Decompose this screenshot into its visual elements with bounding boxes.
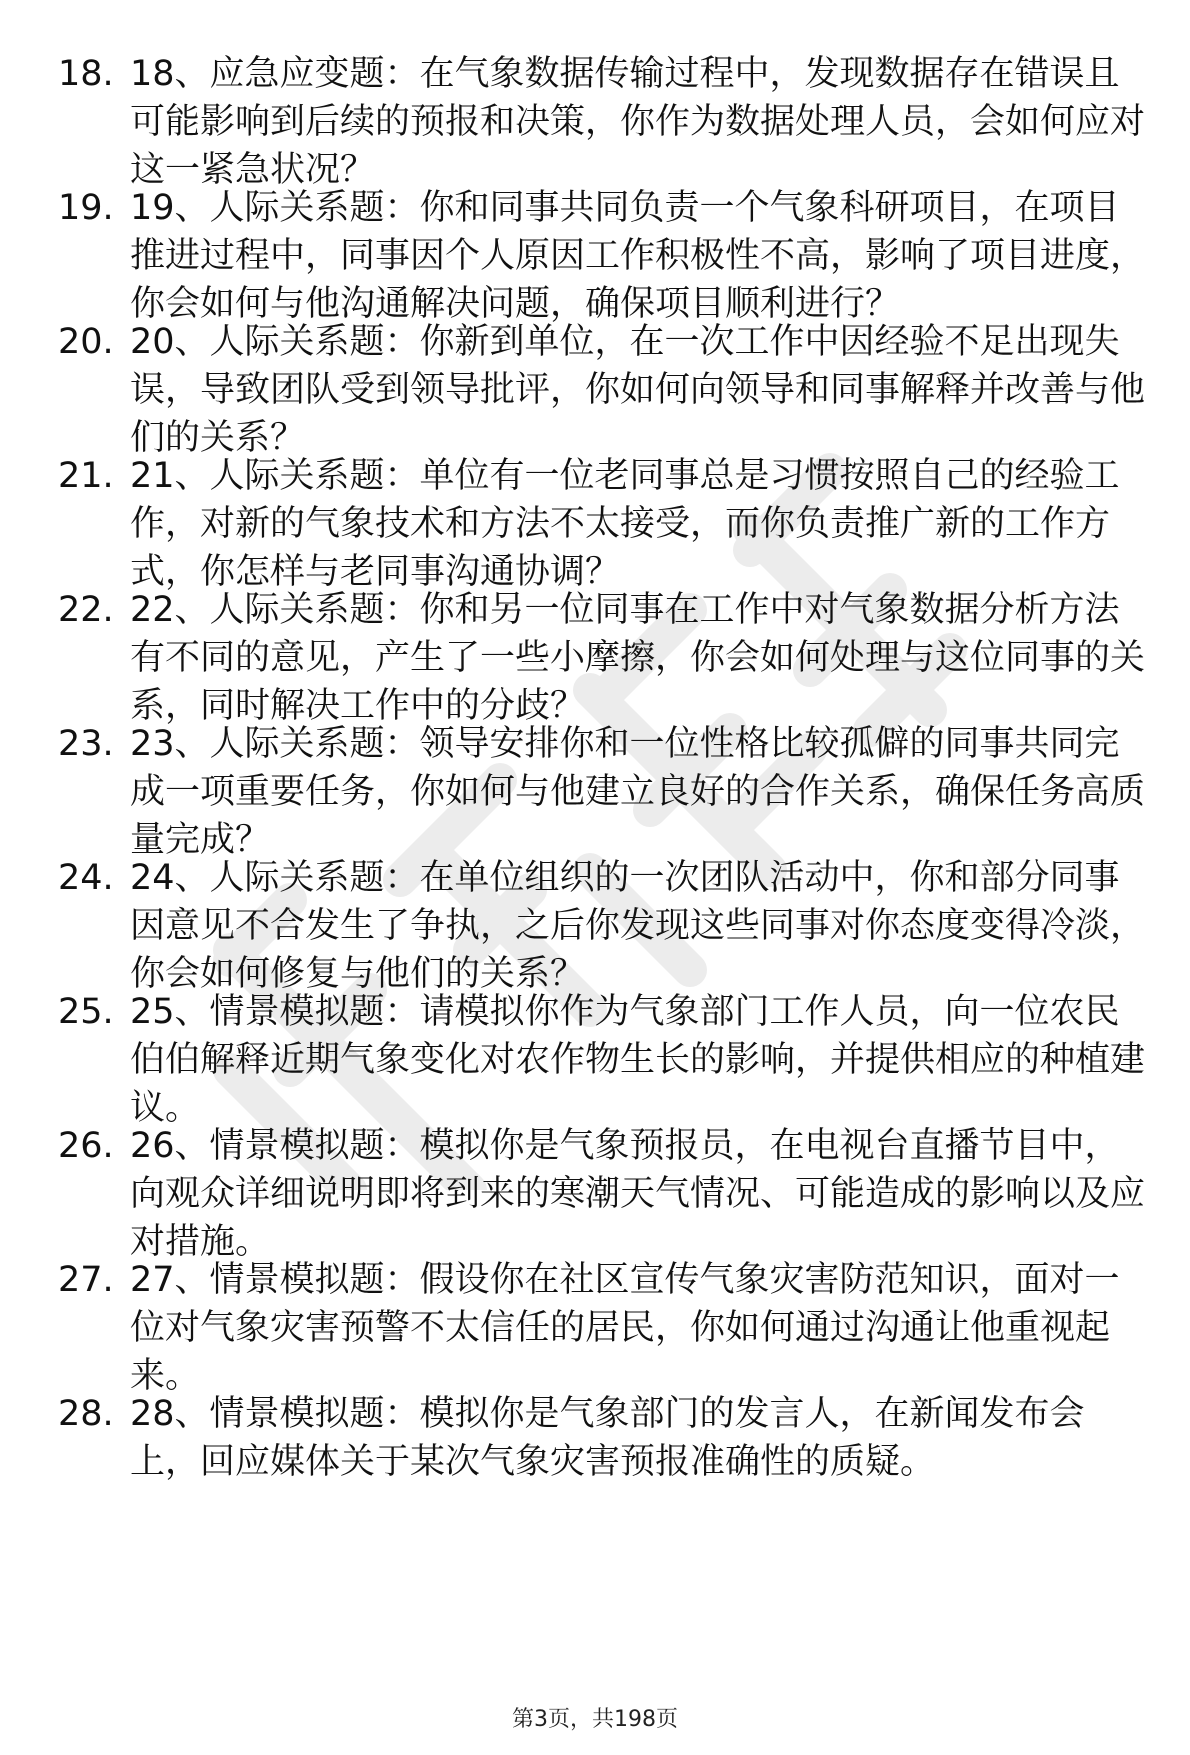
question-text: 20、人际关系题：你新到单位，在一次工作中因经验不足出现失误，导致团队受到领导批评，你如何向领导和同事解释并改善与他们的关系？ xyxy=(130,322,1146,458)
question-item-20 xyxy=(58,318,1148,462)
question-text: 22、人际关系题：你和另一位同事在工作中对气象数据分析方法有不同的意见，产生了一些小摩擦，你会如何处理与这位同事的关系，同时解决工作中的分歧？ xyxy=(130,590,1146,726)
question-text: 28、情景模拟题：模拟你是气象部门的发言人，在新闻发布会上，回应媒体关于某次气象灾害预报准确性的质疑。 xyxy=(130,1394,1085,1482)
question-number: 25. xyxy=(58,992,114,1032)
question-number: 28. xyxy=(58,1394,114,1434)
question-number: 18. xyxy=(58,54,114,94)
question-item-22 xyxy=(58,586,1148,730)
question-number: 27. xyxy=(58,1260,114,1300)
question-item-26 xyxy=(58,1122,1148,1266)
question-text: 24、人际关系题：在单位组织的一次团队活动中，你和部分同事因意见不合发生了争执，之后你发现这些同事对你态度变得冷淡，你会如何修复与他们的关系？ xyxy=(130,858,1146,994)
question-number: 26. xyxy=(58,1126,114,1166)
question-number: 19. xyxy=(58,188,114,228)
question-number: 24. xyxy=(58,858,114,898)
question-text: 23、人际关系题：领导安排你和一位性格比较孤僻的同事共同完成一项重要任务，你如何与他建立良好的合作关系，确保任务高质量完成？ xyxy=(130,724,1146,860)
question-text: 19、人际关系题：你和同事共同负责一个气象科研项目，在项目推进过程中，同事因个人原因工作积极性不高，影响了项目进度，你会如何与他沟通解决问题，确保项目顺利进行？ xyxy=(130,188,1146,324)
page-footer: 第3页，共198页 xyxy=(512,1707,678,1732)
question-number: 22. xyxy=(58,590,114,630)
question-number: 20. xyxy=(58,322,114,362)
question-item-24 xyxy=(58,854,1148,998)
question-number: 21. xyxy=(58,456,114,496)
question-item-21 xyxy=(58,452,1148,596)
question-item-25 xyxy=(58,988,1148,1132)
question-item-18 xyxy=(58,50,1148,194)
question-item-23 xyxy=(58,720,1148,864)
question-text: 26、情景模拟题：模拟你是气象预报员，在电视台直播节目中，向观众详细说明即将到来的寒潮天气情况、可能造成的影响以及应对措施。 xyxy=(130,1126,1146,1262)
question-item-19 xyxy=(58,184,1148,328)
question-item-27 xyxy=(58,1256,1148,1400)
question-text: 18、应急应变题：在气象数据传输过程中，发现数据存在错误且可能影响到后续的预报和决策，你作为数据处理人员，会如何应对这一紧急状况？ xyxy=(130,54,1146,190)
question-text: 27、情景模拟题：假设你在社区宣传气象灾害防范知识，面对一位对气象灾害预警不太信任的居民，你如何通过沟通让他重视起来。 xyxy=(130,1260,1120,1396)
question-text: 25、情景模拟题：请模拟你作为气象部门工作人员，向一位农民伯伯解释近期气象变化对农作物生长的影响，并提供相应的种植建议。 xyxy=(130,992,1146,1128)
question-number: 23. xyxy=(58,724,114,764)
question-item-28 xyxy=(58,1390,1148,1486)
question-text: 21、人际关系题：单位有一位老同事总是习惯按照自己的经验工作，对新的气象技术和方法不太接受，而你负责推广新的工作方式，你怎样与老同事沟通协调？ xyxy=(130,456,1120,592)
